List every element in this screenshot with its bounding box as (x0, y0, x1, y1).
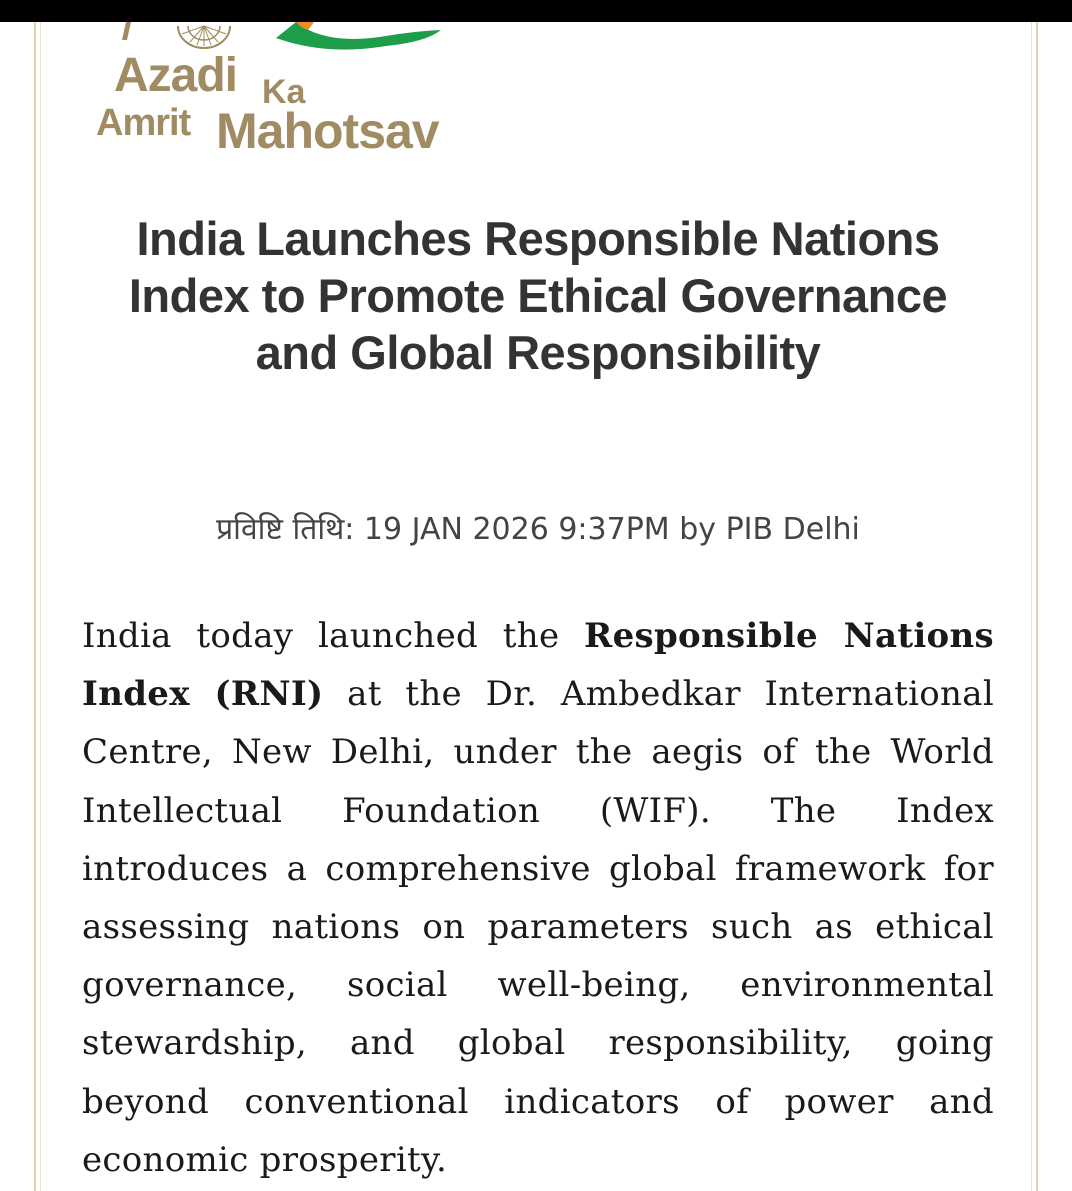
azadi-ka-amrit-mahotsav-logo[interactable] (96, 22, 476, 162)
by-word: by (679, 512, 717, 547)
posted-datetime: 19 JAN 2026 9:37PM (363, 512, 670, 547)
ashoka-chakra-icon (178, 26, 230, 48)
logo-text-ka: Ka (262, 73, 306, 111)
source-name: PIB Delhi (725, 512, 860, 547)
paragraph-intro: India today launched the (82, 616, 560, 656)
paragraph-rest: at the Dr. Ambedkar International Centre, New Delhi, under the aegis of the World Intellectual Foundation (WIF). The Index introduces a comprehensive global framework for assessing nations on parameters such as ethical governance, social well-being, environmental stewardship, and global responsibility, going beyond conventional indicators of power and economic prosperity. (82, 674, 995, 1180)
page-frame (34, 22, 1038, 1191)
logo-text-amrit: Amrit (96, 102, 191, 144)
article-title: India Launches Responsible Nations Index to Promote Ethical Governance and Global Responsibility (128, 212, 948, 379)
logo-text-mahotsav: Mahotsav (216, 103, 439, 159)
posted-on-label: प्रविष्टि तिथि: (216, 512, 355, 547)
status-bar (0, 0, 1072, 22)
posted-on-line (106, 510, 970, 550)
logo-text-azadi: Azadi (114, 49, 238, 102)
paragraph-bold-rni: Responsible Nations Index (RNI) (82, 616, 994, 715)
article-body-paragraph (82, 607, 994, 1189)
